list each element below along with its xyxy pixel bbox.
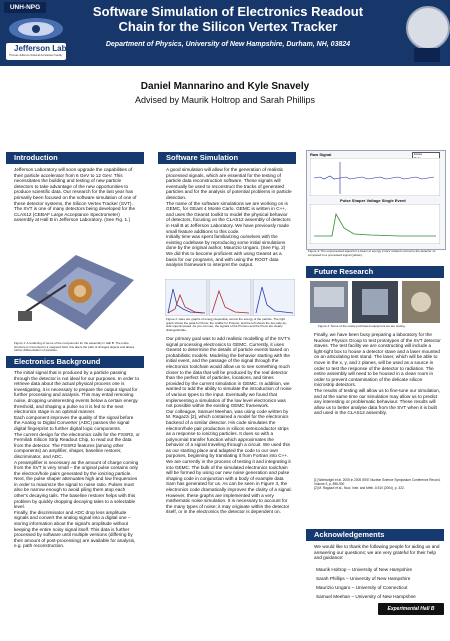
software-text-1: A good simulation will allow for the generation of realistic processed signals, which are essential for the testing of particle data reconstruction software. These signals will eventually be used to reconstruct the tracks of generated particles and for the analysis of potential problems in particle detection. The name of the software simulations we are working on is GEMC, for GEant 4 Monte Carlo. GEMC is written in C++, and uses the Geant4 toolkit to model the physical behavior of detectors, focusing on the CLAS12 assembly of detectors in Hall B at Jefferson Laboratory. We have previously made small feature additions to this code. Initially time was spent familiarizing ourselves with the existing codebase by reproducing some initial simulations done by the original author, Maurizio Ungaro. (See Fig. 2) We did this to become proficient with using Geant4 as a basis for our programs, and with using the ROOT data analysis framework to interpret the output. bbox=[166, 167, 292, 268]
software-text-2: Our primary goal was to add realistic modelling of the SVT's signal processing electronics to GEMC. Currently, it uses Geant4 to determine the details of particle events based on probabilistic models. Modeling the behavior starting with the initial event, and the passage of the signal through the electronics toolchain would allow us to see something much closer to the data that will be produced by the real detector than the perfect list of particles, locations, and times provided by the current simulation in GEMC. In addition, we wanted to add the ability to simulate the introduction of noise of various types to the input. Eventually we found that implementing a simulation of the low level electronics was not possible within the existing GEMC framework. Our colleague, Samuel Meehan, was using code written by M. Ragazzi [2], which contained a model for the electronics backend of a similar detector. His code simulates the electron/hole pair production in silicon semiconductor strips as a response to ionizing particles. It does so with a polynomial transfer function which approximates the behavior of a signal traveling through a circuit. We used this as our starting place and adapted the code to our own purposes, beginning by translating it from Fortran into C++. We are currently in the process of testing it and integrating it into GEMC. The bulk of the simulated electronics toolchain will be formed by using our new noise generation and pulse shaping code in conjunction with a body of example data Sam has generated for us. As can be seen in Figure 3, the electronics code dramatically improves the clarity of a signal. However, these graphs are implemented with a very mathematic noise simulation. It is necessary to account for the many types of noise; it may originate within the detector itself, or in the electronics the detector is dependent on. bbox=[166, 336, 292, 515]
future-research-text: Finally, we have been busy preparing a laboratory for the Nuclear Physics Group to test prototypes of the SVT detector staves. The test facility we are constructing will include a light-tight box to house a detector stave and a laser mounted on an articulating test stand. The laser, which will be able to move in the x, y, and z planes, will be used as a source in order to test the response of the detector to radiation. The entire assembly will need to be housed in a clean room in order to prevent contamination of the delicate silicon microstrip detectors. The results of testing will allow us to fine-tune our simulation, and at the same time our simulation may allow us to predict any interesting or problematic behaviour. These results will allow us to better analyse data from the SVT when it is built and used in the CLAS12 assembly. bbox=[314, 332, 441, 416]
detector-logo-icon bbox=[6, 15, 66, 43]
ack-person: Maurik Holtrop – University of New Hampshire bbox=[316, 567, 413, 572]
hall-b-logo: Experimental Hall B bbox=[378, 603, 444, 615]
unh-npg-logo: UNH-NPG bbox=[4, 2, 46, 13]
unh-seal-icon bbox=[406, 6, 450, 50]
acknowledgements-text: We would like to thank the following people for aiding us and answering our questions; we are very grateful for their help and guidance: bbox=[314, 544, 440, 561]
advisors: Advised by Maurik Holtrop and Sarah Phillips bbox=[134, 95, 316, 105]
figure1-caption: Figure 1: A rendering of some of the components for the assembly in Hall B. The entire structure is immersed in a magnetic field, this alters the path of charged objects and allows further differentiation of particles. bbox=[14, 341, 135, 353]
clas12-rendering-figure bbox=[16, 225, 140, 340]
authors: Daniel Mannarino and Kyle Snavely bbox=[140, 81, 310, 92]
section-software-simulation: Software Simulation bbox=[158, 152, 296, 164]
poster-title: Software Simulation of Electronics Readout Chain for the Silicon Vertex Tracker bbox=[92, 4, 364, 34]
pulse-shaper-title: Pulse Shaper Voltage Single Event bbox=[340, 198, 406, 203]
figure4-caption: Figure 4: Some of the newly-purchased equipment we are testing. bbox=[318, 324, 406, 328]
section-acknowledgements: Acknowledgements bbox=[306, 529, 444, 541]
ack-person: Maurizio Ungaro – University of Connecticut bbox=[316, 585, 408, 590]
department-line: Department of Physics, University of New Hampshire, Durham, NH, 03824 bbox=[105, 41, 351, 48]
raw-signal-title: Raw Signal bbox=[310, 152, 332, 157]
jlab-logo: Jefferson Lab bbox=[14, 44, 67, 53]
reference-1: [1] Wainwright et al. 2005 in 2005 IEEE Nuclear Science Symposium Conference Record, Volume 2, p. 896-900 bbox=[314, 478, 441, 486]
electronics-text: The initial signal that is produced by a particle passing through the detector is not ideal for our purposes. In order to retrieve data about the actual physical process one is investigating, it is necessary to prepare the output signal for further processing and analysis. This may entail removing noise, dropping uninteresting events below a certain energy threshold, and shaping a pulse so it is fed to the next electronics stage in an optimal manner. Each component improves the quality of the signal before the Analog to Digital Converter (ADC) passes the signal digital fingerprint to further digital logic components. The current design for the electronics calls for the FSSR2, or Fermilab Silicon Strip Readout Chip, to read out the data from the detector. The FSSR2 features (among other components) an amplifier, shaper, baseline restorer, discriminator, and ADC. A preamplifier is necessary as the amount of charge coming from the SVT is very small – the original pulse contains only the electron/hole pairs generated by the ionizing particle. Next, the pulse shaper attenuates high and low frequencies in order to maximize the signal to noise ratio. Pulses must also be narrow enough to avoid piling them atop each other's decaying tails. The baseline restorer helps with this problem by quickly dropping decaying tales to a selectable level. Finally, the discriminator and ADC drop less amplitude signals and convert the analog signal into a digital one – storing information about the signal's amplitude without keeping the entire noisy signal itself. This data is further processed by software until multiple versions (differing by their amount of post-processing) are available for analysis, e.g. path reconstruction. bbox=[14, 370, 140, 549]
introduction-text: Jefferson Laboratory will soon upgrade the capabilities of their particle accelerator from 6 GeV to 12 GeV. This necessitates the building and testing of new particle detectors to take advantage of the new opportunities to produce scientific data. Our research for the last year has primarily been focused on the software simulation of one of these detector systems, the Silicon Vertex Tracker (SVT). The SVT is one of many detectors being developed for the CLAS12 (CEBAF Large Acceptance Spectrometer) assembly at Hall B in Jefferson Laboratory. (See Fig. 1.) bbox=[14, 167, 137, 223]
jlab-tagline: Thomas Jefferson National Accelerator Facility bbox=[9, 54, 63, 57]
reference-2: [2] M. Ragazzi et al., Nucl. Instr. and Meth. A 510 (2004), p. 322. bbox=[314, 486, 405, 490]
ack-person: Samuel Meehan – University of New Hampshire bbox=[316, 594, 416, 599]
energy-deposition-graphs bbox=[165, 279, 295, 316]
raw-signal-plot bbox=[310, 158, 440, 196]
unh-wordmark bbox=[414, 48, 440, 62]
figure2-caption: Figure 2: Here are graphs of energy deposition versus the energy of the particle. The right graph shows the peak for Pions; the middle for Protons; and the left shows the two side-by-side superimposed. As you can see, the signals of the Protons and the Pions are clearly distinguishable. bbox=[166, 317, 287, 332]
section-introduction: Introduction bbox=[6, 152, 144, 164]
lab-equipment-photos bbox=[310, 281, 440, 323]
ack-person: Sarah Phillips – University of New Hampshire bbox=[316, 576, 411, 581]
section-electronics: Electronics Background bbox=[6, 356, 144, 368]
legend-entries: Entries bbox=[414, 153, 423, 156]
pulse-shaper-plot bbox=[310, 204, 440, 244]
figure3-caption: Figure 3: The unprocessed signal for a beam of energy 2 GeV incident normal to the detector vs. compared to a processed signal (yellow). bbox=[308, 249, 437, 257]
section-future-research: Future Research bbox=[306, 266, 444, 278]
